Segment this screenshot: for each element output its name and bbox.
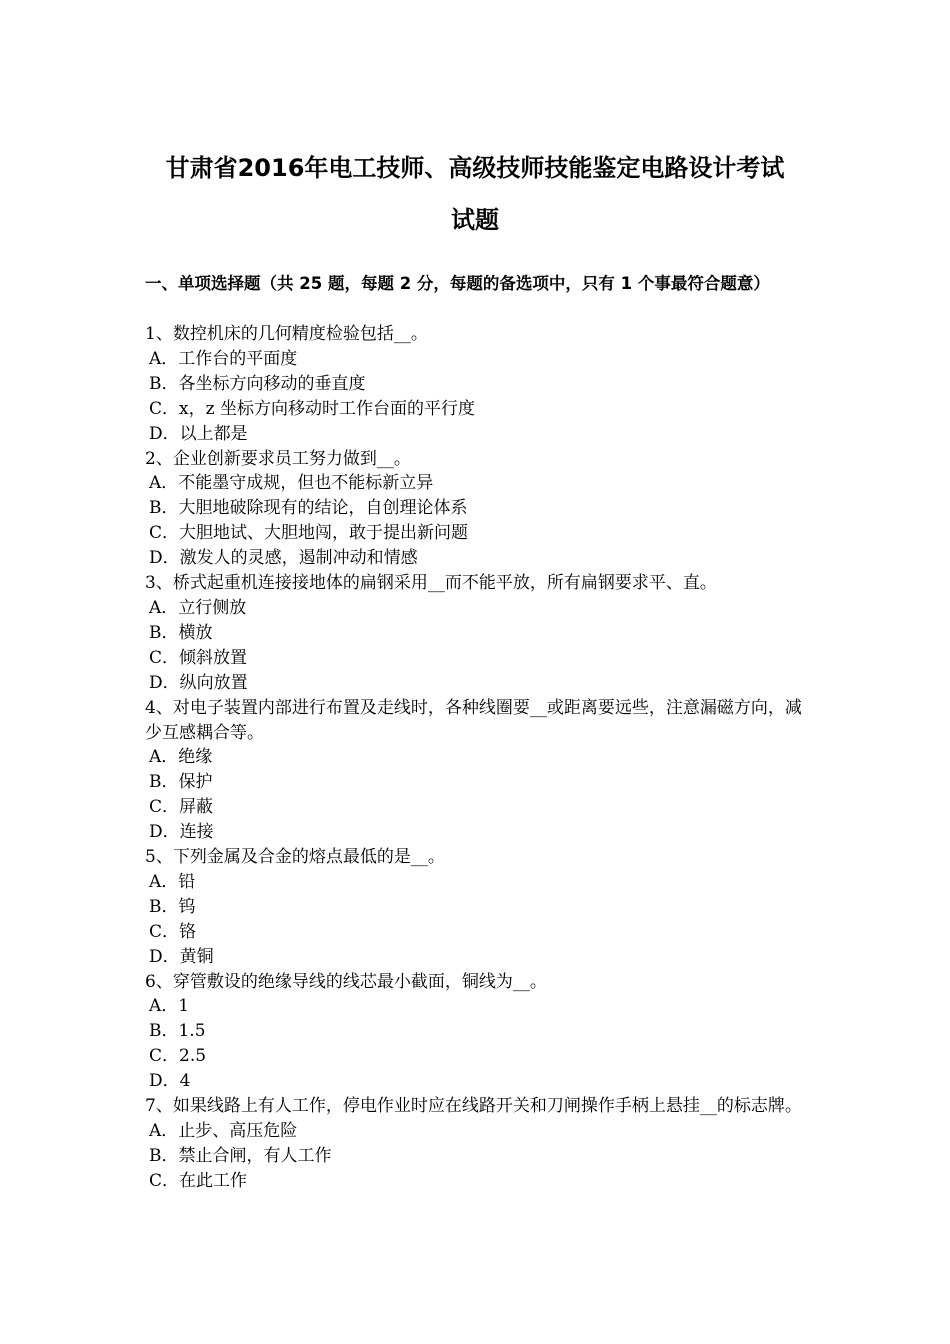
question-1 <box>145 322 810 447</box>
option-d: D．4 <box>149 1071 191 1092</box>
question-stem: 2、企业创新要求员工努力做到__。 <box>145 448 411 469</box>
option-b: B．横放 <box>149 622 213 643</box>
option-d: D．纵向放置 <box>149 672 248 693</box>
option-d: D．黄铜 <box>149 946 214 967</box>
section-heading: 一、单项选择题（共 25 题，每题 2 分，每题的备选项中，只有 1 个事最符合题意） <box>145 274 770 293</box>
question-4 <box>145 696 810 845</box>
option-d: D．激发人的灵感，遏制冲动和情感 <box>149 548 418 569</box>
question-stem: 7、如果线路上有人工作，停电作业时应在线路开关和刀闸操作手柄上悬挂__的标志牌。 <box>145 1096 802 1117</box>
option-c: C．倾斜放置 <box>149 647 248 668</box>
option-b: B．保护 <box>149 772 213 793</box>
option-d: D．连接 <box>149 822 214 843</box>
document-title-line-2: 试题 <box>451 206 499 234</box>
question-list <box>145 322 810 1194</box>
question-stem: 5、下列金属及合金的熔点最低的是__。 <box>145 847 445 868</box>
option-a: A．1 <box>149 996 190 1017</box>
option-d: D．以上都是 <box>149 423 248 444</box>
option-c: C．2.5 <box>149 1046 207 1067</box>
option-b: B．1.5 <box>149 1021 206 1042</box>
question-stem: 6、穿管敷设的绝缘导线的线芯最小截面，铜线为__。 <box>145 971 547 992</box>
question-7 <box>145 1094 810 1194</box>
question-stem: 1、数控机床的几何精度检验包括__。 <box>145 324 428 344</box>
question-stem: 4、对电子装置内部进行布置及走线时，各种线圈要__或距离要远些，注意漏磁方向，减少互感耦合等。 <box>145 697 802 743</box>
option-b: B．各坐标方向移动的垂直度 <box>149 373 366 394</box>
option-a: A．工作台的平面度 <box>149 348 298 369</box>
option-b: B．大胆地破除现有的结论，自创理论体系 <box>149 498 468 519</box>
option-b: B．禁止合闸，有人工作 <box>149 1145 332 1166</box>
question-6 <box>145 970 810 1095</box>
question-stem: 3、桥式起重机连接接地体的扁钢采用__而不能平放，所有扁钢要求平、直。 <box>145 573 717 594</box>
option-a: A．不能墨守成规，但也不能标新立异 <box>149 473 434 494</box>
option-c: C．屏蔽 <box>149 797 214 818</box>
option-a: A．铅 <box>149 871 196 892</box>
option-c: C．在此工作 <box>149 1170 248 1191</box>
option-a: A．立行侧放 <box>149 597 247 618</box>
question-5 <box>145 845 810 970</box>
option-a: A．绝缘 <box>149 747 213 768</box>
question-2 <box>145 447 810 572</box>
document-title-line-1: 甘肃省2016年电工技师、高级技师技能鉴定电路设计考试 <box>165 154 785 182</box>
option-c: C．大胆地试、大胆地闯，敢于提出新问题 <box>149 523 469 544</box>
option-b: B．钨 <box>149 896 196 917</box>
question-3 <box>145 571 810 696</box>
option-c: C．x，z 坐标方向移动时工作台面的平行度 <box>149 398 475 419</box>
option-c: C．铬 <box>149 921 197 942</box>
option-a: A．止步、高压危险 <box>149 1121 298 1141</box>
